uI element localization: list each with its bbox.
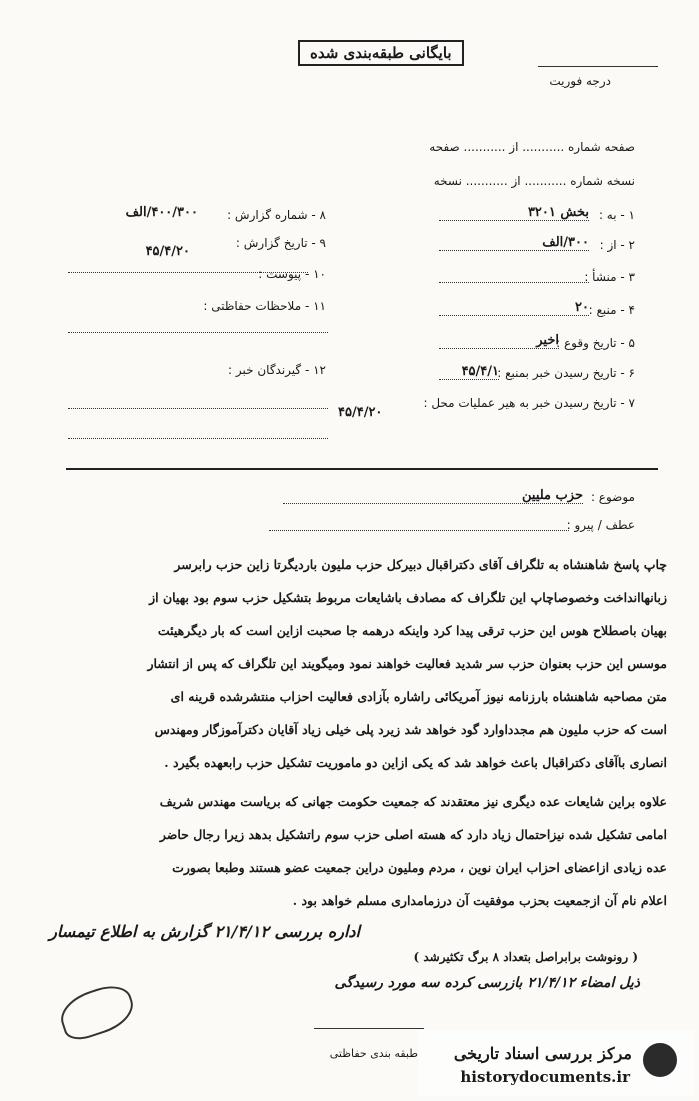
from-value: ۳۰۰/الف	[439, 235, 589, 251]
body-line: عده زیادی ازاعضای احزاب ایران نوین ، مردم وملیون دراین جمعیت عضو هستند وطبعا بصورت	[172, 860, 667, 875]
event-date-value: اخیر	[439, 333, 559, 349]
body-line: علاوه براین شایعات عده دیگری نیز معتقدند که جمعیت حکومت جهانی که بریاست مهندس شریف	[159, 794, 667, 809]
body-line: متن مصاحبه شاهنشاه بارزنامه نیوز آمریکائی راشاره بآزادی فعالیت احزاب منتشرشده قرینه ای	[170, 689, 667, 704]
report-date-value: ۴۵/۴/۲۰	[145, 244, 190, 259]
to-label: ۱ - به :	[598, 208, 635, 222]
source-value: ۲۰	[439, 300, 589, 316]
priority-label: درجه فوریت	[549, 74, 611, 88]
protection-notes-blank	[68, 332, 328, 333]
report-number-value: ۴۰۰/۳۰۰/الف	[125, 205, 198, 220]
subject-value: حزب ملیین	[283, 488, 583, 504]
classification-label: طبقه بندی حفاظتی	[329, 1047, 418, 1060]
section-divider	[66, 468, 658, 470]
receipt-date-label: ۶ - تاریخ رسیدن خبر بمنبع :	[497, 366, 635, 380]
recipients-blank-2	[68, 438, 328, 439]
source-label: ۴ - منبع :	[588, 303, 635, 317]
body-line: چاپ پاسخ شاهنشاه به تلگراف آقای دکتراقبال دبیرکل حزب ملیون باردیگرتا زاین حزب رابرسر	[174, 557, 667, 572]
from-label: ۲ - از :	[599, 238, 635, 252]
copy-note: ( رونوشت برابراصل بتعداد ۸ برگ تکثیرشد )	[413, 950, 638, 964]
report-date-label: ۹ - تاریخ گزارش :	[235, 236, 326, 250]
origin-label: ۳ - منشأ :	[584, 270, 635, 284]
protection-notes-label: ۱۱ - ملاحظات حفاظتی :	[203, 299, 326, 313]
signature-scribble	[55, 980, 139, 1045]
classification-stamp: بایگانی طبقه‌بندی شده	[298, 40, 464, 66]
receipt-date-value: ۴۵/۴/۱	[439, 364, 499, 380]
to-value: بخش ۳۲۰۱	[439, 205, 589, 221]
body-line: اعلام نام آن ازجمعیت بحزب موفقیت آن درزمامداری مسلم خواهد بود .	[292, 893, 667, 908]
report-number-label: ۸ - شماره گزارش :	[227, 208, 326, 222]
recipients-label: ۱۲ - گیرندگان خبر :	[228, 363, 326, 377]
body-line: انصاری باآقای دکتراقبال باعث خواهد شد که یکی ازاین دو ماموریت تشکیل حزب رابعهده بگیرد .	[164, 755, 667, 770]
ops-date-value: ۴۵/۴/۲۰	[338, 405, 383, 420]
body-line: موسس این حزب بعنوان حزب سر شدید فعالیت خواهند نمود ومیگویند این تلگراف که پس از انتشار	[147, 656, 667, 671]
page-number-field: صفحه شماره ........... از ........... صفحه	[429, 140, 635, 154]
body-line: است که حزب ملیون هم مجدداوارد گود خواهد شد زیرد پلی خیلی زیاد آقایان دکترآموزگار ومهندس	[154, 722, 667, 737]
copy-number-field: نسخه شماره ........... از ........... نسخه	[433, 174, 635, 188]
footer-rule	[314, 1028, 424, 1029]
origin-blank	[439, 282, 589, 283]
event-date-label: ۵ - تاریخ وقوع :	[556, 336, 635, 350]
subject-label: موضوع :	[590, 490, 635, 504]
watermark-title: مرکز بررسی اسناد تاریخی	[453, 1044, 632, 1063]
handwritten-note-2: ذیل امضاء ۲۱/۴/۱۲ بازرسی کرده سه مورد رسیدگی	[334, 975, 640, 991]
reference-blank	[269, 530, 569, 531]
handwritten-note: اداره بررسی ۲۱/۴/۱۲ گزارش به اطلاع تیمسار	[49, 922, 360, 941]
reference-label: عطف / پیرو :	[566, 518, 635, 532]
body-line: بهیان باصطلاح هوس این حزب ترقی پیدا کرد واینکه درهمه جا صحبت ازاین است که بار دیگرهیئت	[157, 623, 667, 638]
body-line: زبانهاانداخت وخصوصاچاپ این تلگراف که مصادف باشایعات مربوط بتشکیل حزب سوم بود بهیان از	[149, 590, 667, 605]
recipients-blank-1	[68, 408, 328, 409]
priority-divider	[538, 66, 658, 67]
watermark-url: historydocuments.ir	[460, 1068, 630, 1086]
archive-logo-icon	[640, 1040, 680, 1080]
body-line: امامی تشکیل شده نیزاحتمال زیاد دارد که هسته اصلی حزب سوم راتشکیل بدهد زیرا رجال حاضر	[159, 827, 667, 842]
ops-date-label: ۷ - تاریخ رسیدن خبر به هیر عملیات محل :	[423, 396, 635, 410]
attachment-label: ۱۰ - پیوست :	[258, 267, 326, 281]
